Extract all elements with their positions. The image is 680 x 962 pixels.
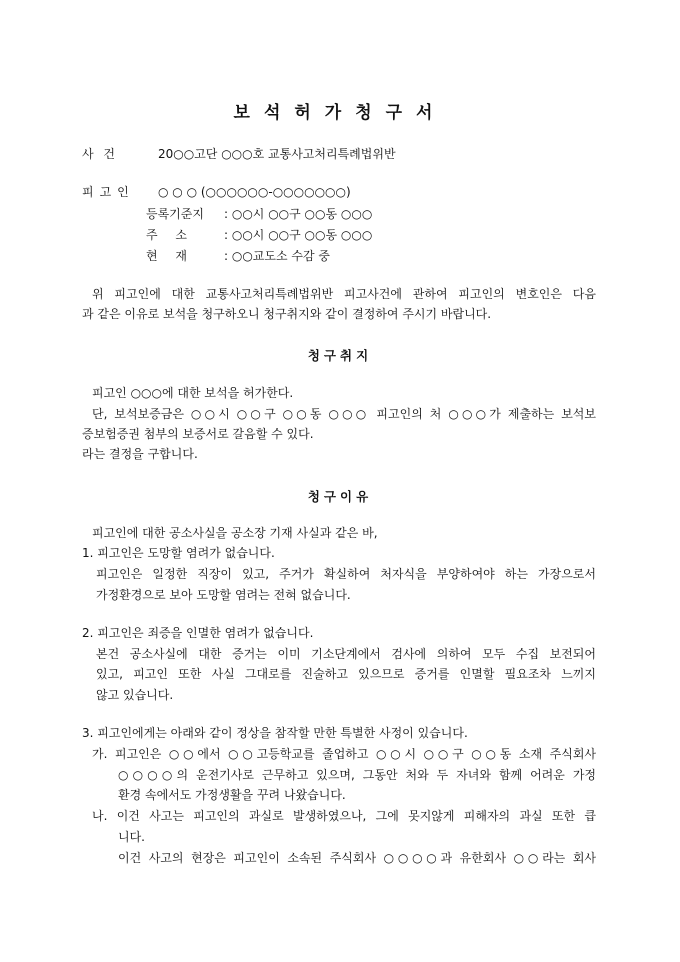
- reason-2-line: 있고, 피고인 또한 사실 그대로를 진술하고 있으므로 증거를 인멸할 필요조차 느끼지: [96, 667, 596, 681]
- purpose-line: 피고인 ○○○에 대한 보석을 허가한다.: [92, 386, 294, 400]
- reason-2-line: 본건 공소사실에 대한 증거는 이미 기소단계에서 검사에 의하여 모두 수집 보전되어: [96, 647, 596, 661]
- address-label: 주 소: [146, 228, 194, 242]
- reason-3-na-line: 이건 사고의 현장은 피고인이 소속된 주식회사 ○○○○과 유한회사 ○○라는 회사: [118, 851, 596, 865]
- reason-2-line: 않고 있습니다.: [96, 688, 174, 702]
- defendant-name: ○ ○ ○ (○○○○○○-○○○○○○○): [158, 185, 351, 199]
- defendant-label: 피고인: [82, 185, 135, 199]
- purpose-line: 라는 결정을 구합니다.: [82, 447, 198, 461]
- intro-paragraph-line: 위 피고인에 대한 교통사고처리특례법위반 피고사건에 관하여 피고인의 변호인은 다음: [92, 287, 596, 301]
- purpose-line: 단, 보석보증금은 ○○시 ○○구 ○○동 ○○○ 피고인의 처 ○○○가 제출하는 보석보: [92, 407, 596, 421]
- reason-1-line: 피고인은 일정한 직장이 있고, 주거가 확실하여 처자식을 부양하여야 하는 가장으로서: [96, 567, 596, 581]
- reason-2-title: 2. 피고인은 죄증을 인멸한 염려가 없습니다.: [82, 626, 314, 640]
- section-heading-purpose: 청구취지: [307, 348, 373, 363]
- reason-1-line: 가정환경으로 보아 도망할 염려는 전혀 없습니다.: [96, 588, 351, 602]
- registration-label: 등록기준지: [146, 207, 204, 221]
- reason-intro: 피고인에 대한 공소사실을 공소장 기재 사실과 같은 바,: [92, 526, 378, 540]
- purpose-line: 증보험증권 첨부의 보증서로 갈음할 수 있다.: [82, 427, 314, 441]
- reason-3-ga-line: 가. 피고인은 ○○에서 ○○고등학교를 졸업하고 ○○시 ○○구 ○○동 소재 주식회사: [92, 747, 596, 761]
- reason-3-title: 3. 피고인에게는 아래와 같이 정상을 참작할 만한 특별한 사정이 있습니다.: [82, 726, 468, 740]
- case-value: 20○○고단 ○○○호 교통사고처리특례법위반: [158, 147, 396, 161]
- reason-1-title: 1. 피고인은 도망할 염려가 없습니다.: [82, 546, 275, 560]
- registration-value: : ○○시 ○○구 ○○동 ○○○: [224, 207, 373, 221]
- current-location-label: 현 재: [146, 249, 194, 263]
- reason-3-ga-line: 환경 속에서도 가정생활을 꾸려 나왔습니다.: [118, 788, 346, 802]
- intro-paragraph-line: 과 같은 이유로 보석을 청구하오니 청구취지와 같이 결정하여 주시기 바랍니다.: [82, 307, 492, 321]
- address-value: : ○○시 ○○구 ○○동 ○○○: [224, 228, 373, 242]
- reason-3-na-line: 니다.: [118, 830, 145, 844]
- case-label: 사 건: [82, 147, 118, 161]
- current-location-value: : ○○교도소 수감 중: [224, 249, 330, 263]
- section-heading-reasons: 청구이유: [307, 489, 373, 504]
- reason-3-ga-line: ○○○○의 운전기사로 근무하고 있으며, 그동안 처와 두 자녀와 함께 어려운 가정: [118, 768, 596, 782]
- reason-3-na-line: 나. 이건 사고는 피고인의 과실로 발생하였으나, 그에 못지않게 피해자의 과실 또한 큽: [92, 809, 596, 823]
- document-title: 보석허가청구서: [233, 103, 447, 123]
